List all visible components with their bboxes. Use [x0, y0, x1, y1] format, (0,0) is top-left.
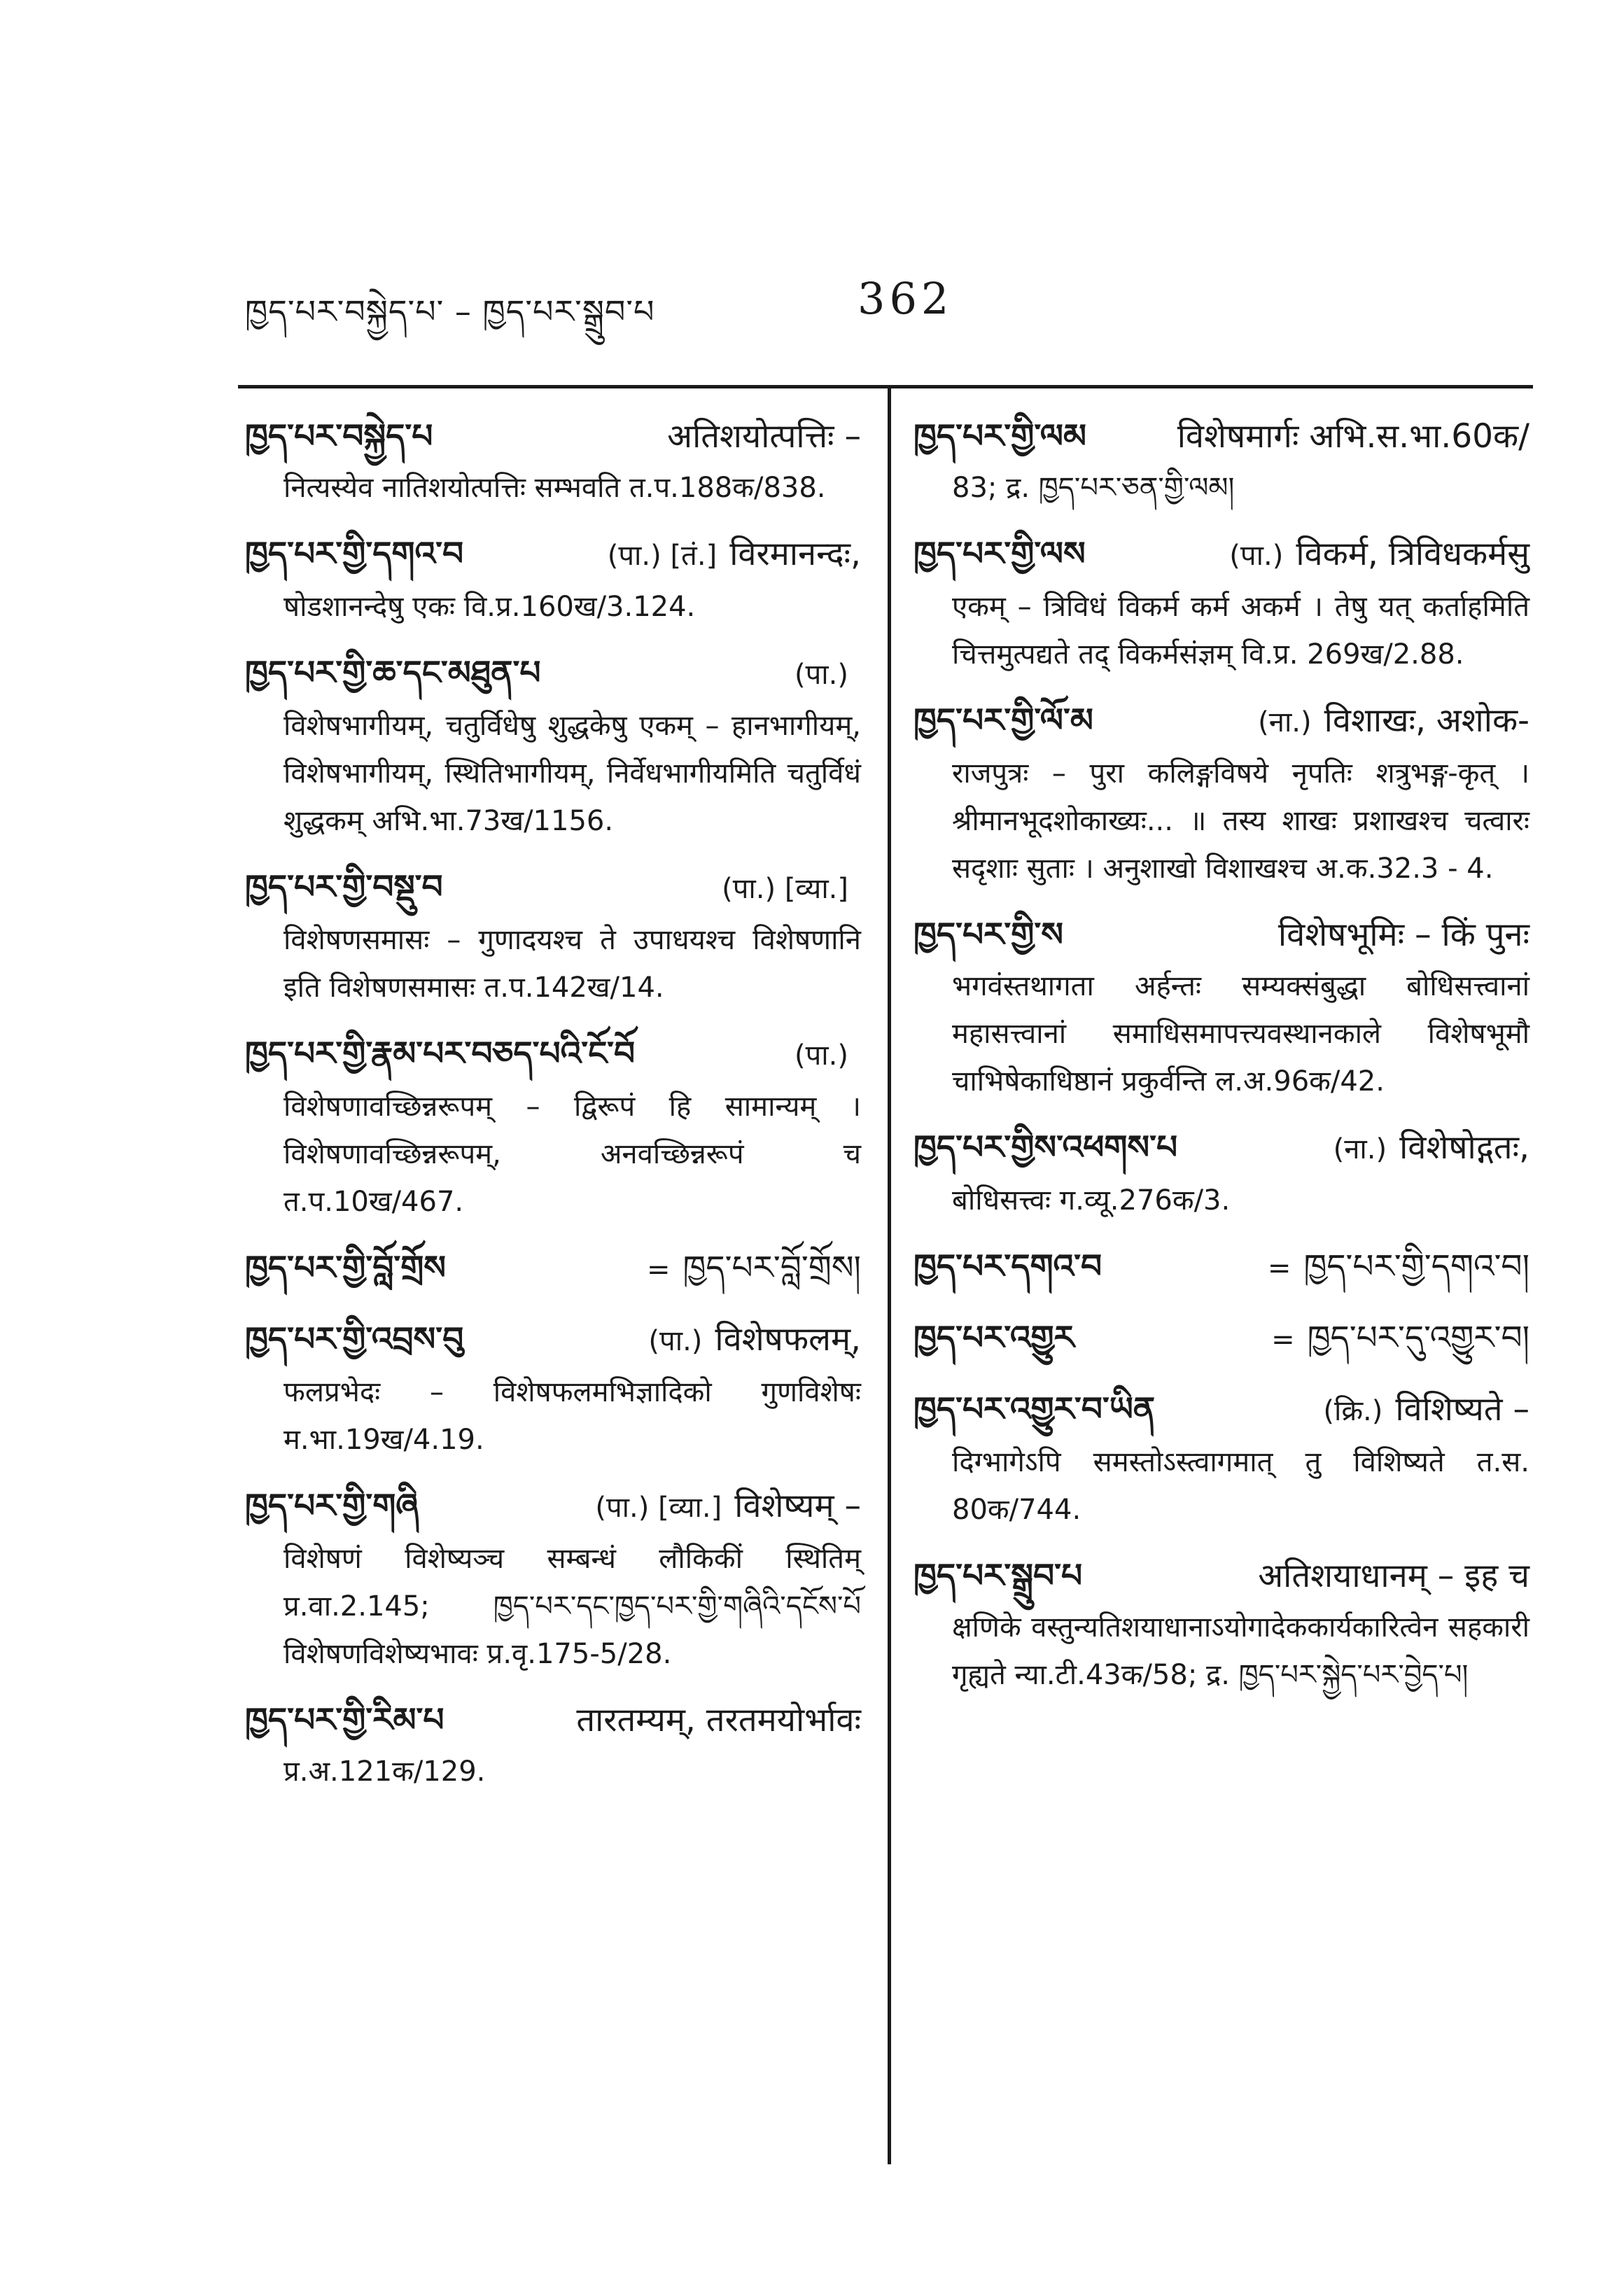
entry-sanskrit: अतिशयोत्पत्तिः – [667, 417, 861, 456]
entry-head-right [654, 409, 861, 464]
dictionary-entry [913, 527, 1530, 678]
entry-head-right [648, 1312, 861, 1368]
entry-tags: (पा.) [1229, 540, 1284, 572]
entry-head [913, 1311, 1530, 1367]
entry-head [245, 1693, 861, 1748]
entry-head [913, 1382, 1530, 1438]
entry-sanskrit: विशाखः, अशोक- [1324, 701, 1530, 740]
entry-headword: ཁྱད་པར་བསྐྱེད་པ [245, 417, 433, 456]
entry-sanskrit: तारतम्यम्, तरतमयोर्भावः [576, 1701, 861, 1739]
entry-body: राजपुत्रः – पुरा कलिङ्गविषये नृपतिः शत्रुभङ्ग-कृत् । श्रीमानभूदशोकाख्यः... ॥ तस्य शाखः प्रशाखश्च चत्वारः सदृशाः सुताः । अनुशाखो विशाखश्च अ.क.32.3 - 4. [952, 757, 1530, 885]
column-divider [888, 386, 891, 2164]
entry-head [245, 1479, 861, 1535]
dictionary-entry [245, 646, 861, 845]
entry-head [245, 1027, 861, 1083]
entry-tags: (ना.) [1258, 706, 1312, 738]
entry-head-right [1266, 908, 1530, 962]
entry-head [913, 1121, 1530, 1177]
entry-headword: ཁྱད་པར་གྱིས་འཕགས་པ [913, 1128, 1178, 1167]
entry-sanskrit: विशेषमार्गः अभि.स.भा.60क/ [1177, 417, 1530, 456]
entry-headword: ཁྱད་པར་གྱི་ལས [913, 535, 1086, 573]
entry-sanskrit: विशेष्यम् – [734, 1487, 861, 1525]
entry-body: 83; द्र. ཁྱད་པར་ཅན་གྱི་ལམ། [952, 472, 1235, 504]
entry-sanskrit: विशेषोद्गतः, [1399, 1128, 1530, 1167]
entry-body: फलप्रभेदः – विशेषफलमभिज्ञादिको गुणविशेषः म.भा.19ख/4.19. [284, 1376, 861, 1456]
entry-headword: ཁྱད་པར་གྱི་བློ་གྲོས [245, 1249, 447, 1287]
entry-body: विशेषणं विशेष्यञ्च सम्बन्धं लौकिकीं स्थितिम् प्र.वा.2.145; ཁྱད་པར་དང་ཁྱད་པར་གྱི་གཞིའི་དངོས་པོ विशेषणविशेष्यभावः प्र.वृ.175-5/28. [284, 1543, 861, 1670]
entry-head-right [794, 647, 861, 702]
dictionary-entry [245, 1312, 861, 1464]
entry-head [245, 860, 861, 916]
entry-tags: = [1271, 1324, 1295, 1356]
entry-body: प्र.अ.121क/129. [284, 1756, 486, 1788]
entry-head-right [595, 1479, 861, 1535]
entry-sanskrit: विरमानन्दः, [729, 535, 861, 573]
dictionary-entry [245, 1241, 861, 1297]
entry-head [245, 1241, 861, 1297]
entry-head [245, 1312, 861, 1368]
entry-body: विशेषणावच्छिन्नरूपम् – द्विरूपं हि सामान्यम् । विशेषणावच्छिन्नरूपम्, अनवच्छिन्नरूपं च त.प.10ख/467. [284, 1091, 861, 1218]
entry-head [245, 527, 861, 583]
entry-headword: ཁྱད་པར་སྒྲུབ་པ [913, 1557, 1083, 1595]
entry-head-right [647, 1241, 861, 1297]
entry-head-right [1245, 1549, 1530, 1604]
entry-head-right [794, 1028, 861, 1083]
entry-headword: ཁྱད་པར་དགའ་བ [913, 1247, 1102, 1286]
entry-head-right [1165, 409, 1530, 464]
entry-body: विशेषभागीयम्, चतुर्विधेषु शुद्धकेषु एकम् – हानभागीयम्, विशेषभागीयम्, स्थितिभागीयम्, निर्वेधभागीयमिति चतुर्विधं शुद्धकम् अभि.भा.73ख/1156. [284, 710, 861, 837]
entry-head [913, 527, 1530, 583]
entry-head-right [564, 1693, 861, 1748]
page-number: 362 [858, 273, 953, 324]
entry-tags: = [646, 1254, 671, 1286]
running-head: ཁྱད་པར་བསྐྱེད་པ་ – ཁྱད་པར་སྒྲུབ་པ [245, 293, 655, 330]
entry-sanskrit: विशेषभूमिः – किं पुनः [1278, 916, 1530, 954]
entry-tags: (पा.) [648, 1325, 703, 1357]
dictionary-entry [245, 527, 861, 631]
entry-tags: (पा.) [व्या.] [722, 873, 848, 905]
entry-head [913, 409, 1530, 464]
entry-sanskrit: अतिशयाधानम् – इह च [1258, 1557, 1530, 1595]
right-column [913, 409, 1530, 1714]
entry-tags: (पा.) [व्या.] [595, 1492, 722, 1524]
entry-sanskrit: ཁྱད་པར་གྱི་དགའ་བ། [1303, 1247, 1530, 1286]
entry-tags: (पा.) [तं.] [607, 540, 718, 572]
entry-sanskrit: ཁྱད་པར་བློ་གྲོས། [682, 1249, 861, 1287]
dictionary-entry [245, 1027, 861, 1226]
entry-headword: ཁྱད་པར་འགྱུར་བ་ཡིན [913, 1390, 1156, 1429]
dictionary-entry [913, 908, 1530, 1105]
dictionary-entry [245, 860, 861, 1011]
entry-head [245, 409, 861, 464]
entry-headword: ཁྱད་པར་གྱི་གཞི [245, 1487, 419, 1525]
entry-sanskrit: विशेषफलम्, [715, 1320, 861, 1359]
entry-head [913, 694, 1530, 750]
entry-head-right [1229, 527, 1530, 583]
dictionary-entry [245, 1479, 861, 1678]
entry-headword: ཁྱད་པར་གྱི་འབྲས་བུ [245, 1320, 464, 1359]
entry-sanskrit: विशिष्यते – [1395, 1390, 1530, 1429]
entry-headword: ཁྱད་པར་གྱི་རིམ་པ [245, 1701, 444, 1739]
entry-body: क्षणिके वस्तुन्यतिशयाधानाऽयोगादेककार्यकारित्वेन सहकारी गृह्यते न्या.टी.43क/58; द्र. ཁྱད་པར་སྐྱེད་པར་བྱེད་པ། [952, 1611, 1530, 1691]
dictionary-entry [913, 1382, 1530, 1534]
entry-tags: (क्रि.) [1323, 1395, 1383, 1427]
dictionary-entry [245, 1693, 861, 1795]
entry-headword: ཁྱད་པར་གྱི་ས [913, 916, 1063, 954]
dictionary-entry [913, 1311, 1530, 1367]
dictionary-entry [913, 1240, 1530, 1296]
entry-headword: ཁྱད་པར་འགྱུར [913, 1319, 1074, 1357]
entry-head-right [1271, 1311, 1530, 1367]
entry-tags: (पा.) [794, 1039, 848, 1072]
entry-head [913, 1549, 1530, 1604]
entry-sanskrit: विकर्म, त्रिविधकर्मसु [1296, 535, 1530, 573]
entry-head-right [1323, 1382, 1530, 1438]
entry-head-right [1268, 1240, 1530, 1296]
entry-headword: ཁྱད་པར་གྱི་ལམ [913, 417, 1086, 456]
entry-head [913, 1240, 1530, 1296]
entry-head-right [1258, 694, 1530, 750]
entry-headword: ཁྱད་པར་གྱི་ལོ་མ [913, 701, 1093, 740]
left-column [245, 409, 861, 1811]
entry-head [245, 646, 861, 702]
entry-body: बोधिसत्त्वः ग.व्यू.276क/3. [952, 1184, 1231, 1217]
entry-sanskrit: ཁྱད་པར་དུ་འགྱུར་བ། [1307, 1319, 1530, 1357]
entry-head-right [608, 527, 861, 583]
entry-body: एकम् – त्रिविधं विकर्म कर्म अकर्म । तेषु यत् कर्ताहमिति चित्तमुत्पद्यते तद् विकर्मसंज्ञम् वि.प्र. 269ख/2.88. [952, 591, 1530, 671]
entry-head-right [1334, 1121, 1530, 1177]
entry-body: भगवंस्तथागता अर्हन्तः सम्यक्संबुद्धा बोधिसत्त्वानां महासत्त्वानां समाधिसमापत्त्यवस्थानकाले विशेषभूमौ चाभिषेकाधिष्ठानं प्रकुर्वन्ति ल.अ.96क/42. [952, 970, 1530, 1098]
dictionary-entry [913, 694, 1530, 892]
header-rule [238, 385, 1533, 388]
entry-headword: ཁྱད་པར་གྱི་རྣམ་པར་བཅད་པའི་ངོ་བོ [245, 1035, 636, 1073]
dictionary-entry [913, 1549, 1530, 1699]
dictionary-entry [913, 1121, 1530, 1224]
entry-head-right [722, 862, 861, 916]
entry-tags: (ना.) [1333, 1133, 1387, 1165]
entry-headword: ཁྱད་པར་གྱི་བསྡུ་བ [245, 868, 443, 906]
entry-tags: = [1267, 1252, 1292, 1284]
entry-head [913, 908, 1530, 962]
entry-headword: ཁྱད་པར་གྱི་ཆ་དང་མཐུན་པ [245, 654, 541, 692]
entry-body: नित्यस्येव नातिशयोत्पत्तिः सम्भवति त.प.188क/838. [284, 472, 826, 504]
dictionary-entry [245, 409, 861, 512]
entry-headword: ཁྱད་པར་གྱི་དགའ་བ [245, 535, 464, 573]
entry-body: दिग्भागेऽपि समस्तोऽस्त्वागमात् तु विशिष्यते त.स. 80क/744. [952, 1446, 1530, 1526]
entry-body: षोडशानन्देषु एकः वि.प्र.160ख/3.124. [284, 591, 696, 623]
entry-tags: (पा.) [794, 659, 848, 691]
entry-body: विशेषणसमासः – गुणादयश्च ते उपाधयश्च विशेषणानि इति विशेषणसमासः त.प.142ख/14. [284, 924, 861, 1004]
dictionary-entry [913, 409, 1530, 512]
